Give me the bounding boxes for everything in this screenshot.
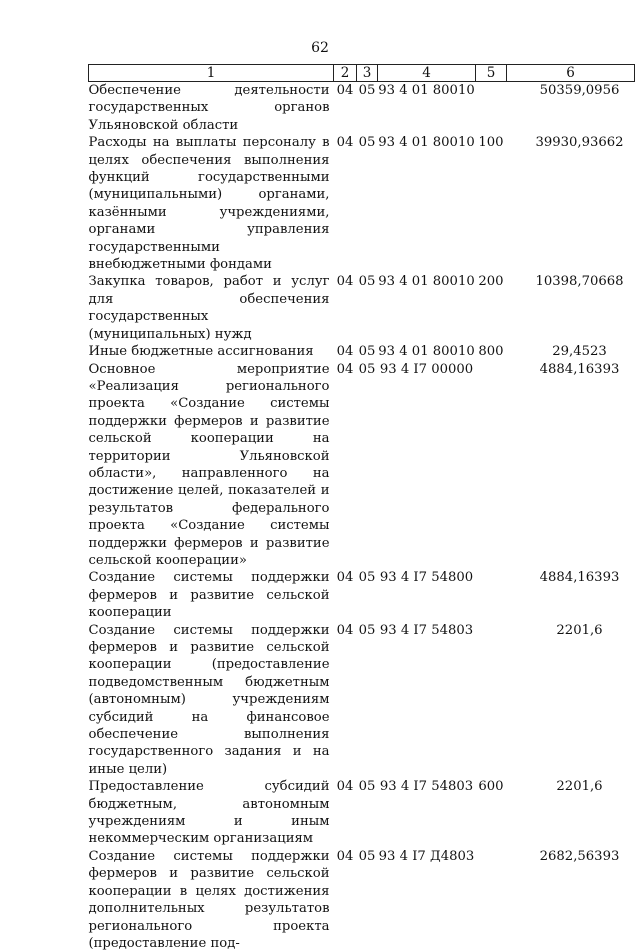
row-section: 04 [336, 135, 354, 151]
row-target-code: 93 4 01 80010 [378, 135, 475, 151]
table-row [89, 361, 635, 570]
table-row [89, 134, 635, 273]
header-col-2: 2 [334, 65, 357, 82]
header-col-5: 5 [476, 65, 507, 82]
row-expense-type: 100 [478, 135, 504, 151]
row-description: Закупка товаров, работ и услуг для обеспечения государственных (муниципальных) нужд [88, 274, 330, 342]
row-amount: 2201,6 [556, 779, 603, 795]
row-description: Иные бюджетные ассигнования [88, 344, 314, 360]
row-subsection: 05 [358, 848, 376, 864]
row-subsection: 05 [358, 570, 376, 586]
header-row [89, 65, 635, 82]
row-subsection: 05 [358, 344, 376, 360]
row-description: Создание системы поддержки фермеров и развитие сельской кооперации [88, 570, 330, 621]
row-target-code: 93 4 I7 Д4803 [378, 848, 475, 864]
row-subsection: 05 [358, 83, 376, 98]
table-row [89, 622, 635, 779]
row-expense-type [476, 622, 507, 779]
table-row [89, 343, 635, 360]
row-section: 04 [336, 361, 354, 377]
header-col-4: 4 [378, 65, 476, 82]
page-number: 62 [311, 40, 329, 56]
row-amount: 39930,93662 [535, 135, 624, 151]
row-expense-type [476, 569, 507, 621]
row-target-code: 93 4 I7 54803 [379, 622, 474, 638]
row-section: 04 [336, 344, 354, 360]
header-col-1: 1 [89, 65, 334, 82]
table-row [89, 273, 635, 343]
row-subsection: 05 [358, 361, 376, 377]
row-amount: 2201,6 [556, 622, 603, 638]
row-amount: 10398,70668 [535, 274, 624, 290]
row-expense-type: 200 [478, 274, 504, 290]
row-section: 04 [336, 848, 354, 864]
row-description: Обеспечение деятельности государственных органов Ульяновской области [88, 83, 330, 133]
row-amount: 2682,56393 [539, 848, 620, 864]
budget-table-container [88, 64, 634, 952]
row-description: Расходы на выплаты персоналу в целях обеспечения выполнения функций государственными (муниципальными) органами, казёнными учреждениями, органами управления государственными внебюджетными фондами [88, 135, 330, 273]
row-target-code: 93 4 I7 54803 [379, 779, 474, 795]
row-amount: 29,4523 [552, 344, 607, 360]
row-subsection: 05 [358, 779, 376, 795]
row-description: Предоставление субсидий бюджетным, автономным учреждениям и иным некоммерческим организациям [88, 779, 330, 847]
table-row [89, 848, 635, 952]
row-expense-type [476, 82, 507, 135]
row-subsection: 05 [358, 274, 376, 290]
row-subsection: 05 [358, 622, 376, 638]
row-amount: 50359,0956 [539, 83, 620, 98]
row-target-code: 93 4 01 80010 [378, 344, 475, 360]
row-section: 04 [336, 274, 354, 290]
row-section: 04 [336, 83, 354, 98]
table-row [89, 778, 635, 848]
table-row [89, 569, 635, 621]
row-amount: 4884,16393 [539, 570, 620, 586]
row-target-code: 93 4 01 80010 [378, 83, 475, 98]
row-section: 04 [336, 622, 354, 638]
row-expense-type: 600 [478, 779, 504, 795]
row-description: Создание системы поддержки фермеров и развитие сельской кооперации (предоставление подведомственным бюджетным (автономным) учреждениям субсидий на финансовое обеспечение выполнения государственного задания и на иные цели) [88, 622, 330, 777]
row-subsection: 05 [358, 135, 376, 151]
row-description: Создание системы поддержки фермеров и развитие сельской кооперации в целях достижения дополнительных результатов регионального проекта (предоставление под- [88, 848, 330, 951]
row-amount: 4884,16393 [539, 361, 620, 377]
header-col-3: 3 [357, 65, 378, 82]
row-target-code: 93 4 I7 00000 [379, 361, 474, 377]
row-expense-type: 800 [478, 344, 504, 360]
row-expense-type [476, 848, 507, 952]
row-expense-type [476, 361, 507, 570]
row-description: Основное мероприятие «Реализация регионального проекта «Создание системы поддержки фермеров и развитие сельской кооперации на территории Ульяновской области», направленного на достижение целей, показателей и результатов федерального проекта «Создание системы поддержки фермеров и развитие сельской кооперации» [88, 361, 330, 568]
row-target-code: 93 4 I7 54800 [379, 570, 474, 586]
header-col-6: 6 [507, 65, 635, 82]
table-row [89, 82, 635, 135]
row-section: 04 [336, 779, 354, 795]
row-target-code: 93 4 01 80010 [378, 274, 475, 290]
budget-table [88, 64, 635, 952]
row-section: 04 [336, 570, 354, 586]
